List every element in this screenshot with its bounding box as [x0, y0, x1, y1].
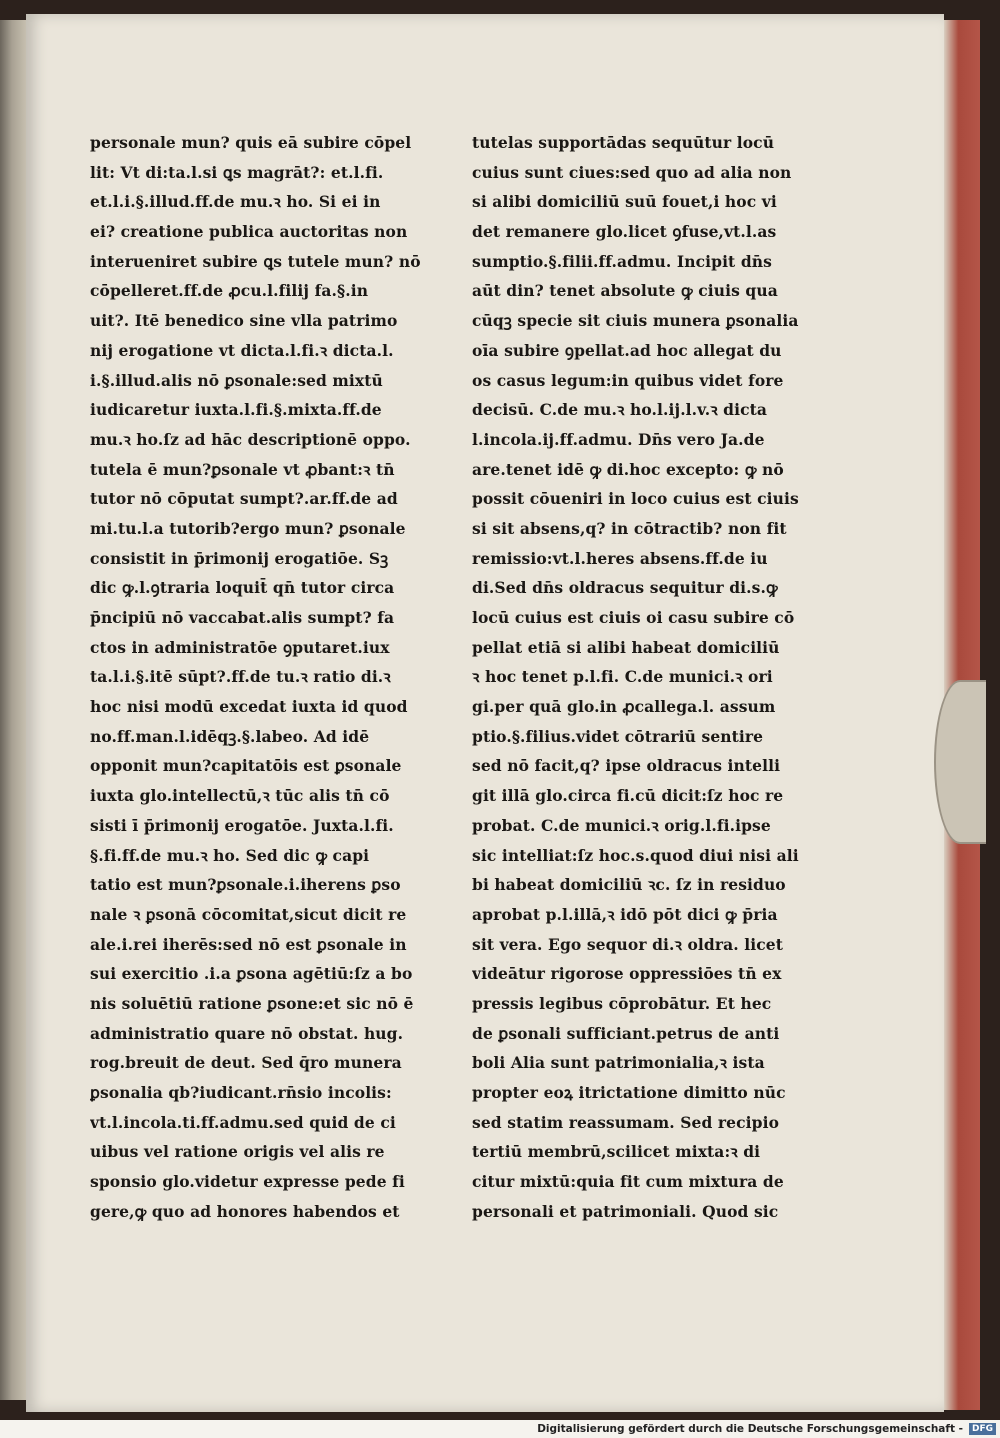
text-line: boli Alia sunt patrimonialia,ꝛ ista — [472, 1053, 765, 1073]
text-line: nis soluētiū ratione ꝑsone:et sic nō ē — [90, 993, 414, 1013]
text-line: sui exercitio .i.a ꝑsona agētiū:ſz a bo — [90, 964, 413, 984]
dfg-logo: DFG — [969, 1423, 996, 1435]
text-line: locū cuius est ciuis oi casu subire cō — [472, 608, 795, 627]
text-line: nij erogatione vt dicta.l.fi.ꝛ dicta.l. — [90, 340, 394, 360]
text-line: ei? creatione publica auctoritas non — [90, 222, 408, 242]
text-line: tutor nō cōputat sumpt?.ar.ff.de ad — [90, 489, 398, 509]
text-line: cuius sunt ciues:sed quo ad alia non — [472, 162, 792, 182]
text-line: ptio.§.filius.videt cōtrariū sentire — [472, 726, 764, 746]
text-line: i.§.illud.alis nō ꝑsonale:sed mixtū — [90, 370, 383, 390]
text-line: os casus legum:in quibus videt fore — [472, 370, 784, 390]
text-line: tertiū membrū,scilicet mixta:ꝛ di — [472, 1142, 761, 1162]
footer-bar — [0, 1420, 1000, 1438]
text-line: mi.tu.l.a tutorib?ergo mun? ꝑsonale — [90, 518, 406, 538]
text-line: ctos in administratōe ꝯputaret.iux — [90, 637, 390, 657]
text-line: decisū. C.de mu.ꝛ ho.l.ij.l.v.ꝛ dicta — [472, 400, 768, 420]
text-line: administratio quare nō obstat. hug. — [90, 1023, 404, 1043]
text-line: l.incola.ij.ff.admu. Dn̄s vero Ja.de — [472, 429, 765, 449]
text-line: ꝑsonalia qb?iudicant.rn̄sio incolis: — [90, 1083, 392, 1102]
text-line: et.l.i.§.illud.ff.de mu.ꝛ ho. Si ei in — [90, 192, 381, 212]
text-line: cūqꝫ specie sit ciuis munera ꝑsonalia — [472, 311, 799, 331]
text-line: possit cōueniri in loco cuius est ciuis — [472, 489, 799, 509]
text-line: di.Sed dn̄s oldracus sequitur di.s.ꝙ — [472, 578, 778, 598]
left-column — [90, 128, 450, 1226]
text-line: rog.breuit de deut. Sed q̄ro munera — [90, 1053, 402, 1073]
text-line: pressis legibus cōprobātur. Et hec — [472, 993, 772, 1013]
text-line: gi.per quā glo.in ꝓcallega.l. assum — [472, 697, 776, 717]
text-line: tatio est mun?ꝑsonale.i.iherens ꝑso — [90, 875, 401, 895]
text-line: sumptio.§.filii.ff.admu. Incipit dn̄s — [472, 251, 772, 271]
text-line: consistit in p̄rimonij erogatiōe. Sꝫ — [90, 548, 389, 568]
text-line: hoc nisi modū excedat iuxta id quod — [90, 697, 408, 717]
text-line: pellat etiā si alibi habeat domiciliū — [472, 637, 780, 657]
text-line: aprobat p.l.illā,ꝛ idō pōt dici ꝙ p̄ria — [472, 904, 778, 924]
text-line: nale ꝛ ꝑsonā cōcomitat,sicut dicit re — [90, 904, 407, 924]
text-line: vt.l.incola.ti.ff.admu.sed quid de ci — [90, 1112, 396, 1132]
text-line: mu.ꝛ ho.ſz ad hāc descriptionē oppo. — [90, 429, 411, 449]
text-line: sisti ī p̄rimonij erogatōe. Juxta.l.fi. — [90, 815, 394, 835]
text-line: tutela ē mun?ꝑsonale vt ꝓbant:ꝛ tn̄ — [90, 459, 395, 479]
text-line: de ꝑsonali sufficiant.petrus de anti — [472, 1023, 780, 1043]
text-line: §.fi.ff.de mu.ꝛ ho. Sed dic ꝙ capi — [90, 845, 370, 865]
text-line: dic ꝙ.l.ꝯtraria loquit̄ qn̄ tutor circa — [90, 578, 395, 598]
text-line: probat. C.de munici.ꝛ orig.l.fi.ipse — [472, 815, 771, 835]
text-line: uit?. Itē benedico sine vlla patrimo — [90, 311, 398, 331]
text-line: sit vera. Ego sequor di.ꝛ oldra. licet — [472, 934, 783, 954]
text-line: propter eoꝝ itrictatione dimitto nūc — [472, 1083, 786, 1102]
text-line: are.tenet idē ꝙ di.hoc excepto: ꝙ nō — [472, 459, 784, 479]
text-line: p̄ncipiū nō vaccabat.alis sumpt? fa — [90, 608, 395, 627]
text-line: det remanere glo.licet ꝯfuse,vt.l.as — [472, 222, 777, 242]
text-line: lit: Vt di:ta.l.si ꝗs magrāt?: et.l.fi. — [90, 162, 384, 182]
text-line: personali et patrimoniali. Quod sic — [472, 1201, 779, 1221]
text-line: oīa subire ꝯpellat.ad hoc allegat du — [472, 340, 782, 360]
text-line: sic intelliat:ſz hoc.s.quod diui nisi ali — [472, 845, 799, 865]
text-line: sponsio glo.videtur expresse pede fi — [90, 1172, 405, 1192]
text-line: personale mun? quis eā subire cōpel — [90, 133, 412, 152]
text-line: opponit mun?capitatōis est ꝑsonale — [90, 756, 402, 776]
text-line: iudicaretur iuxta.l.fi.§.mixta.ff.de — [90, 400, 382, 420]
text-line: videātur rigorose oppressiōes tn̄ ex — [472, 964, 782, 984]
text-line: citur mixtū:quia fit cum mixtura de — [472, 1172, 784, 1192]
page-tab — [934, 680, 986, 844]
text-line: sed statim reassumam. Sed recipio — [472, 1112, 780, 1132]
text-line: remissio:vt.l.heres absens.ff.de iu — [472, 548, 768, 568]
text-line: gere,ꝙ quo ad honores habendos et — [90, 1201, 400, 1221]
right-column — [472, 128, 832, 1226]
text-line: iuxta glo.intellectū,ꝛ tūc alis tn̄ cō — [90, 786, 390, 806]
text-line: no.ff.man.l.idēqꝫ.§.labeo. Ad idē — [90, 726, 370, 746]
text-line: uibus vel ratione origis vel alis re — [90, 1142, 385, 1162]
text-line: aūt din? tenet absolute ꝙ ciuis qua — [472, 281, 778, 301]
text-line: interueniret subire ꝗs tutele mun? nō — [90, 251, 421, 271]
text-line: sed nō facit,q? ipse oldracus intelli — [472, 756, 781, 776]
text-line: cōpelleret.ff.de ꝓcu.l.filij fa.§.in — [90, 281, 369, 301]
text-line: ale.i.rei iherēs:sed nō est ꝑsonale in — [90, 934, 407, 954]
text-line: ꝛ hoc tenet p.l.fi. C.de munici.ꝛ ori — [472, 667, 773, 687]
text-line: git illā glo.circa fi.cū dicit:ſz hoc re — [472, 786, 784, 806]
text-line: tutelas supportādas sequūtur locū — [472, 133, 775, 152]
funding-credit: Digitalisierung gefördert durch die Deutsche Forschungsgemeinschaft - — [537, 1423, 963, 1435]
text-line: si alibi domiciliū suū fouet,i hoc vi — [472, 192, 777, 212]
text-line: si sit absens,q? in cōtractib? non fit — [472, 518, 787, 538]
text-line: ta.l.i.§.itē sūpt?.ff.de tu.ꝛ ratio di.ꝛ — [90, 667, 391, 687]
text-line: bi habeat domiciliū ꝛc. ſz in residuo — [472, 875, 786, 895]
text-columns — [90, 128, 832, 1226]
